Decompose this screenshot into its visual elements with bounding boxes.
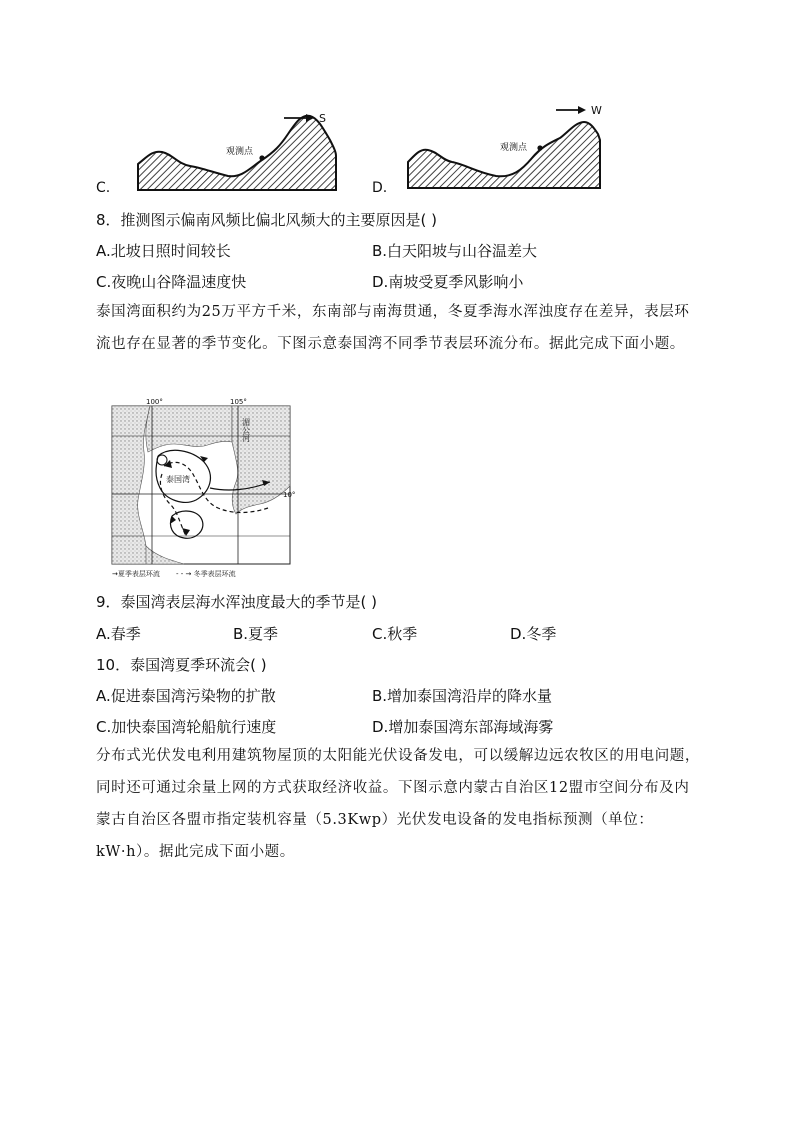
map-figure [100, 396, 300, 582]
direction-label-c: S [319, 112, 326, 125]
longitude-100-label: 100° [146, 398, 163, 406]
gulf-of-thailand-map [100, 396, 300, 582]
question-9-option-c[interactable]: C.秋季 [372, 625, 418, 643]
question-9-option-b[interactable]: B.夏季 [233, 625, 279, 643]
question-10-option-b[interactable]: B.增加泰国湾沿岸的降水量 [372, 687, 553, 705]
option-letter-c: C. [96, 180, 111, 196]
mekong-river-label: 湄公河 [241, 418, 251, 442]
question-8-option-a[interactable]: A.北坡日照时间较长 [96, 242, 231, 260]
question-10-option-d[interactable]: D.增加泰国湾东部海域海雾 [372, 718, 554, 736]
question-8-option-b[interactable]: B.白天阳坡与山谷温差大 [372, 242, 538, 260]
question-8-option-c[interactable]: C.夜晚山谷降温速度快 [96, 273, 247, 291]
legend-summer: →夏季表层环流 [112, 570, 160, 578]
gulf-label: 泰国湾 [166, 475, 190, 484]
option-letter-d: D. [372, 180, 388, 196]
question-10-option-c[interactable]: C.加快泰国湾轮船航行速度 [96, 718, 277, 736]
longitude-105-label: 105° [230, 398, 247, 406]
profile-d [372, 100, 632, 200]
profile-c [96, 100, 356, 200]
latitude-10-label: 10° [283, 491, 296, 499]
passage-photovoltaic: 分布式光伏发电利用建筑物屋顶的太阳能光伏设备发电，可以缓解边远农牧区的用电问题，同时还可通过余量上网的方式获取经济收益。下图示意内蒙古自治区12盟市空间分布及内蒙古自治区各盟市指定装机容量（5.3Kwp）光伏发电设备的发电指标预测（单位：kW·h）。据此完成下面小题。 [96, 748, 700, 860]
question-9-stem: 9．泰国湾表层海水浑浊度最大的季节是( ) [96, 593, 378, 611]
question-8-stem: 8．推测图示偏南风频比偏北风频大的主要原因是( ) [96, 211, 438, 229]
question-8-option-d[interactable]: D.南坡受夏季风影响小 [372, 273, 524, 291]
question-9-option-d[interactable]: D.冬季 [510, 625, 557, 643]
observation-point-label-c: 观测点 [226, 147, 254, 157]
passage-gulf-of-thailand: 泰国湾面积约为25万平方千米，东南部与南海贯通，冬夏季海水浑浊度存在差异，表层环流也存在显著的季节变化。下图示意泰国湾不同季节表层环流分布。据此完成下面小题。 [96, 304, 690, 352]
question-9-option-a[interactable]: A.春季 [96, 625, 141, 643]
question-10-option-a[interactable]: A.促进泰国湾污染物的扩散 [96, 687, 276, 705]
question-10-stem: 10．泰国湾夏季环流会( ) [96, 656, 267, 674]
observation-point-label-d: 观测点 [500, 143, 528, 153]
terrain-profile-d [392, 100, 632, 200]
legend-winter: - - → 冬季表层环流 [176, 570, 236, 578]
direction-label-d: W [591, 104, 602, 117]
terrain-profile-c [116, 100, 356, 200]
